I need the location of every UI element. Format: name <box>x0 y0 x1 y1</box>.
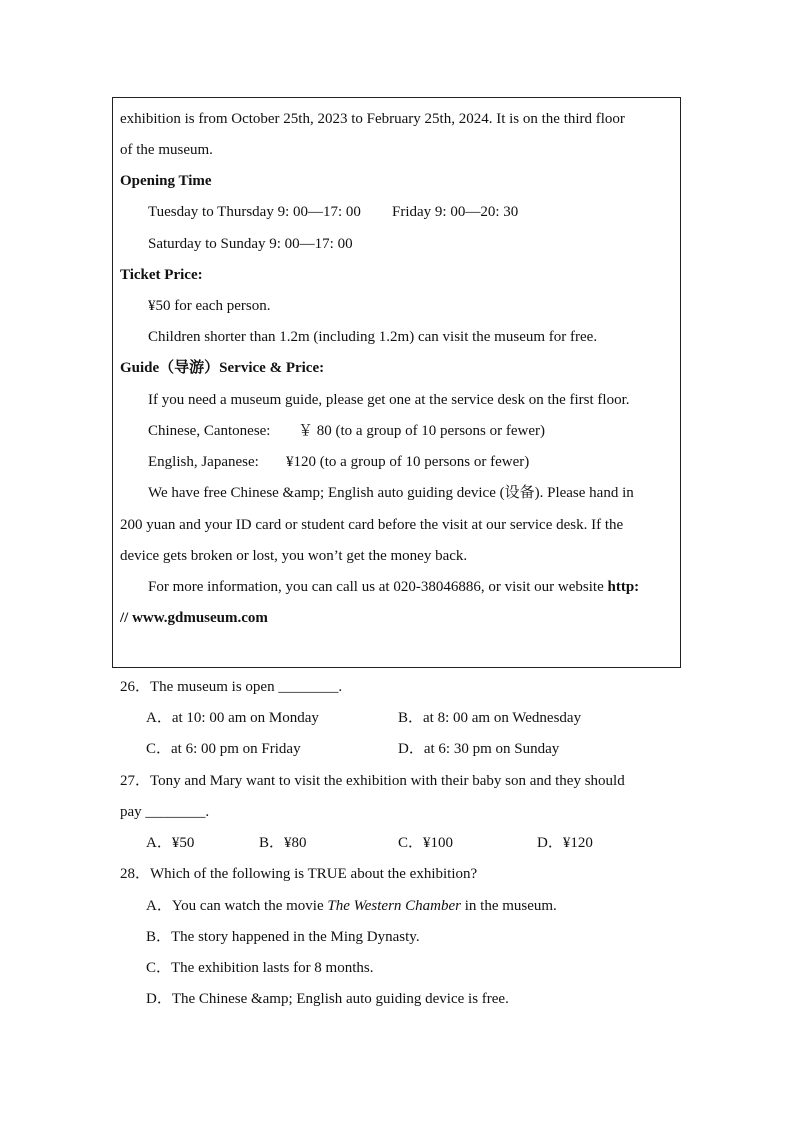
q27-option-b: B．¥80 <box>259 835 307 851</box>
opening-friday: Friday 9: 00—20: 30 <box>392 204 519 220</box>
guide-english-label: English, Japanese: <box>148 454 259 470</box>
q28-stem: 28．Which of the following is TRUE about the exhibition? <box>120 866 478 882</box>
q26-option-b: B．at 8: 00 am on Wednesday <box>398 710 582 726</box>
q27-option-d: D．¥120 <box>537 835 593 851</box>
q26-option-d: D．at 6: 30 pm on Sunday <box>398 741 560 757</box>
ticket-price-heading: Ticket Price: <box>120 267 203 283</box>
ticket-price-adult: ¥50 for each person. <box>148 298 271 314</box>
q26-stem: 26．The museum is open ________. <box>120 679 343 695</box>
website-link-part-1[interactable]: http: <box>607 579 640 595</box>
guide-heading: Guide（导游）Service & Price: <box>120 360 325 376</box>
opening-time-heading: Opening Time <box>120 173 212 189</box>
device-line-3: device gets broken or lost, you won’t get the money back. <box>120 548 468 564</box>
contact-line <box>148 578 639 596</box>
q28-option-b: B．The story happened in the Ming Dynasty. <box>146 929 420 945</box>
q28-option-d: D．The Chinese &amp; English auto guiding device is free. <box>146 991 509 1007</box>
q27-stem-line-2: pay ________. <box>120 804 210 820</box>
q28-option-a <box>146 897 557 915</box>
device-line-2: 200 yuan and your ID card or student card before the visit at our service desk. If the <box>120 517 624 533</box>
q28-movie-title: The Western Chamber <box>327 898 461 914</box>
q28-option-c: C．The exhibition lasts for 8 months. <box>146 960 374 976</box>
q26-option-a: A．at 10: 00 am on Monday <box>146 710 319 726</box>
q28-option-a-post: in the museum. <box>460 898 557 914</box>
intro-line-2: of the museum. <box>120 142 213 158</box>
q27-option-c: C．¥100 <box>398 835 454 851</box>
guide-english-price: ¥120 (to a group of 10 persons or fewer) <box>286 454 530 470</box>
website-link-part-2[interactable]: // www.gdmuseum.com <box>120 610 268 626</box>
guide-intro: If you need a museum guide, please get one at the service desk on the first floor. <box>148 392 630 408</box>
opening-weekend: Saturday to Sunday 9: 00—17: 00 <box>148 236 353 252</box>
contact-text: For more information, you can call us at 020-38046886, or visit our website <box>148 579 608 595</box>
q27-option-a: A．¥50 <box>146 835 195 851</box>
guide-chinese-label: Chinese, Cantonese: <box>148 423 271 439</box>
q27-stem-line-1: 27．Tony and Mary want to visit the exhibition with their baby son and they should <box>120 773 625 789</box>
ticket-price-children: Children shorter than 1.2m (including 1.2m) can visit the museum for free. <box>148 329 598 345</box>
guide-chinese-price: ￥ 80 (to a group of 10 persons or fewer) <box>298 423 546 439</box>
intro-line-1: exhibition is from October 25th, 2023 to February 25th, 2024. It is on the third floor <box>120 111 625 127</box>
opening-weekday: Tuesday to Thursday 9: 00—17: 00 <box>148 204 361 220</box>
q28-option-a-pre: A．You can watch the movie <box>146 898 328 914</box>
q26-option-c: C．at 6: 00 pm on Friday <box>146 741 301 757</box>
device-line-1: We have free Chinese &amp; English auto guiding device (设备). Please hand in <box>148 485 634 501</box>
